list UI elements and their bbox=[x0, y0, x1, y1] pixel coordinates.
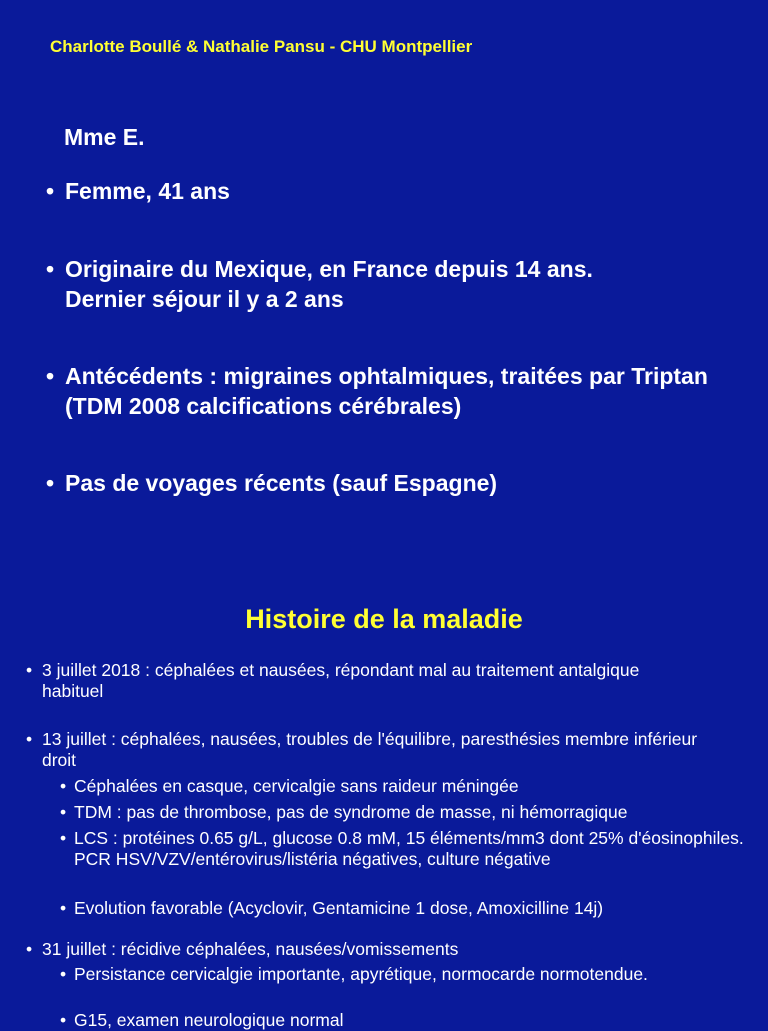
bullet-icon: • bbox=[46, 256, 55, 282]
bullet-icon: • bbox=[60, 964, 67, 984]
bullet-icon: • bbox=[46, 178, 55, 204]
history-item bbox=[26, 939, 762, 960]
bullet-icon: • bbox=[60, 828, 67, 848]
sub-text: G15, examen neurologique normal bbox=[74, 1010, 344, 1030]
bullet-icon: • bbox=[60, 802, 67, 822]
sub-item bbox=[60, 898, 764, 919]
bullet-icon: • bbox=[26, 939, 33, 959]
sub-item bbox=[60, 964, 694, 985]
bullet-text: Antécédents : migraines ophtalmiques, traitées par Triptan (TDM 2008 calcifications cérébrales) bbox=[65, 363, 708, 419]
bullet-item bbox=[46, 361, 725, 421]
bullet-icon: • bbox=[60, 776, 67, 796]
sub-text: Persistance cervicalgie importante, apyrétique, normocarde normotendue. bbox=[74, 964, 648, 984]
bullet-icon: • bbox=[60, 898, 67, 918]
sub-text: TDM : pas de thrombose, pas de syndrome de masse, ni hémorragique bbox=[74, 802, 628, 822]
bullet-icon: • bbox=[46, 363, 55, 389]
bullet-text: Femme, 41 ans bbox=[65, 178, 230, 204]
history-text: 31 juillet : récidive céphalées, nausées/vomissements bbox=[42, 939, 459, 959]
history-item bbox=[26, 660, 682, 702]
history-item bbox=[26, 729, 702, 771]
sub-item bbox=[60, 776, 764, 797]
sub-item bbox=[60, 802, 764, 823]
bullet-item bbox=[46, 254, 665, 314]
bullet-icon: • bbox=[26, 660, 33, 680]
bullet-item bbox=[46, 468, 497, 498]
bullet-icon: • bbox=[60, 1010, 67, 1030]
bullet-item bbox=[46, 176, 230, 206]
author-credit: Charlotte Boullé & Nathalie Pansu - CHU Montpellier bbox=[50, 37, 473, 56]
history-text: 13 juillet : céphalées, nausées, troubles de l'équilibre, paresthésies membre inférieur droit bbox=[42, 729, 698, 770]
patient-name: Mme E. bbox=[64, 124, 145, 150]
sub-text: LCS : protéines 0.65 g/L, glucose 0.8 mM, 15 éléments/mm3 dont 25% d'éosinophiles. PCR HSV/VZV/entérovirus/listéria négatives, culture négative bbox=[74, 828, 744, 869]
bullet-icon: • bbox=[46, 470, 55, 496]
sub-item bbox=[60, 828, 754, 870]
history-text: 3 juillet 2018 : céphalées et nausées, répondant mal au traitement antalgique habituel bbox=[42, 660, 640, 701]
bullet-icon: • bbox=[26, 729, 33, 749]
bullet-text: Originaire du Mexique, en France depuis 14 ans. Dernier séjour il y a 2 ans bbox=[65, 256, 593, 312]
section-title: Histoire de la maladie bbox=[245, 604, 523, 634]
sub-item bbox=[60, 1010, 764, 1031]
sub-text: Evolution favorable (Acyclovir, Gentamicine 1 dose, Amoxicilline 14j) bbox=[74, 898, 604, 918]
bullet-text: Pas de voyages récents (sauf Espagne) bbox=[65, 470, 498, 496]
sub-text: Céphalées en casque, cervicalgie sans raideur méningée bbox=[74, 776, 519, 796]
